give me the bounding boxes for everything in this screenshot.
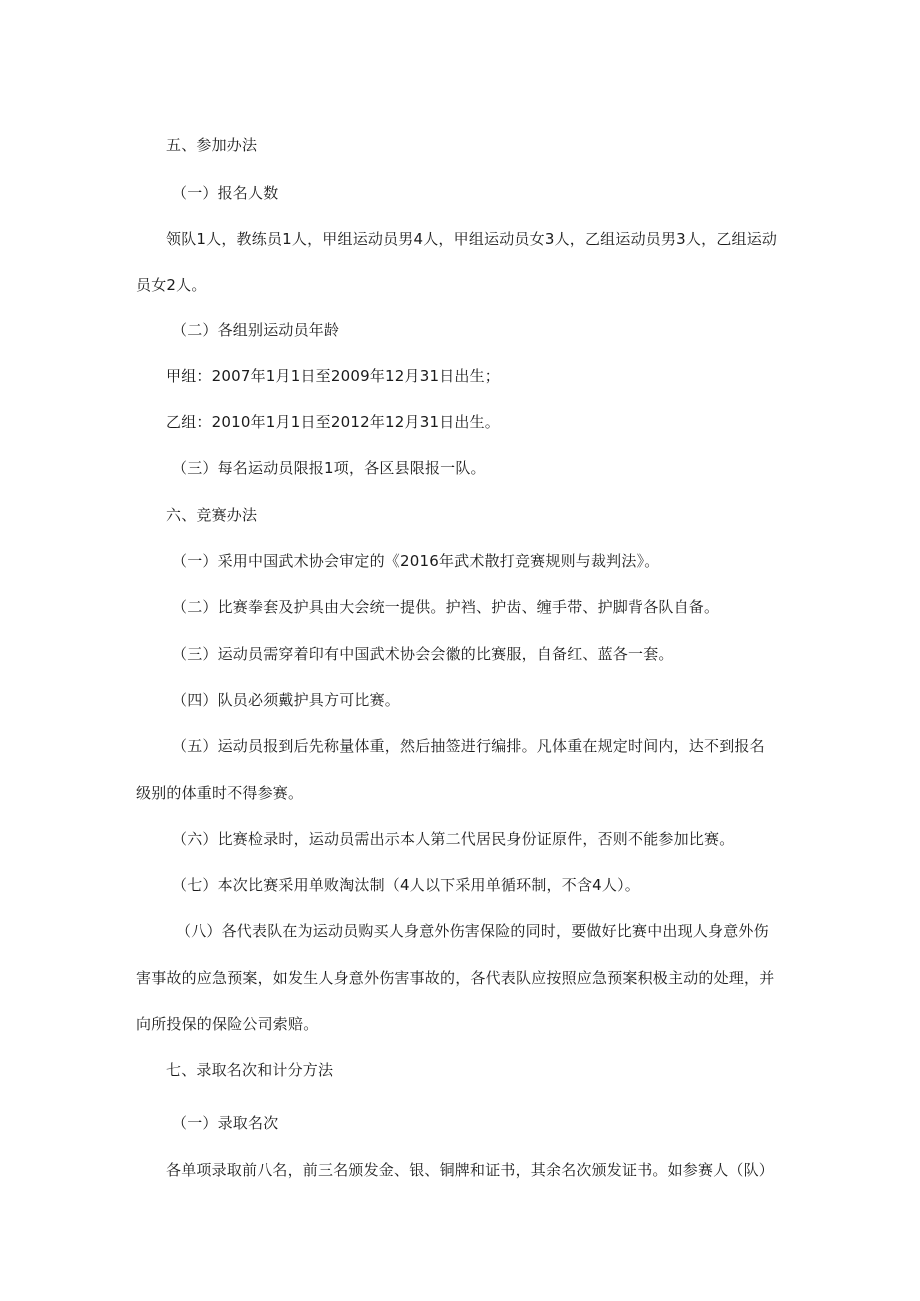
rule-item: （四）队员必须戴护具方可比赛。 (172, 691, 401, 709)
rule-item: （八）各代表队在为运动员购买人身意外伤害保险的同时，要做好比赛中出现人身意外伤 (176, 922, 769, 940)
entry-limit: （三）每名运动员限报1项，各区县限报一队。 (172, 459, 486, 477)
paragraph-line: 害事故的应急预案，如发生人身意外伤害事故的，各代表队应按照应急预案积极主动的处理，并 (136, 969, 775, 987)
paragraph-line: 各单项录取前八名，前三名颁发金、银、铜牌和证书，其余名次颁发证书。如参赛人（队） (166, 1161, 775, 1179)
section-heading-5: 五、参加办法 (166, 136, 258, 154)
paragraph-line: 领队1人，教练员1人，甲组运动员男4人，甲组运动员女3人，乙组运动员男3人，乙组运动 (166, 230, 778, 248)
group-b-age: 乙组：2010年1月1日至2012年12月31日出生。 (166, 413, 501, 431)
rule-item: （六）比赛检录时，运动员需出示本人第二代居民身份证原件，否则不能参加比赛。 (172, 830, 735, 848)
rule-item: （二）比赛拳套及护具由大会统一提供。护裆、护齿、缠手带、护脚背各队自备。 (172, 598, 720, 616)
rule-item: （三）运动员需穿着印有中国武术协会会徽的比赛服，自备红、蓝各一套。 (172, 645, 674, 663)
section-heading-7: 七、录取名次和计分方法 (166, 1061, 334, 1079)
section-heading-6: 六、竞赛办法 (166, 506, 258, 524)
paragraph-line: 级别的体重时不得参赛。 (136, 784, 304, 802)
group-a-age: 甲组：2007年1月1日至2009年12月31日出生； (166, 367, 501, 385)
paragraph-line: 向所投保的保险公司索赔。 (136, 1015, 319, 1033)
subheading-registration-count: （一）报名人数 (172, 184, 279, 202)
subheading-age-groups: （二）各组别运动员年龄 (172, 321, 340, 339)
rule-item: （五）运动员报到后先称量体重，然后抽签进行编排。凡体重在规定时间内，达不到报名 (172, 737, 765, 755)
subheading-placings: （一）录取名次 (172, 1114, 279, 1132)
rule-item: （七）本次比赛采用单败淘汰制（4人以下采用单循环制，不含4人）。 (172, 876, 640, 894)
paragraph-line: 员女2人。 (136, 276, 207, 294)
rule-item: （一）采用中国武术协会审定的《2016年武术散打竞赛规则与裁判法》。 (172, 552, 660, 570)
